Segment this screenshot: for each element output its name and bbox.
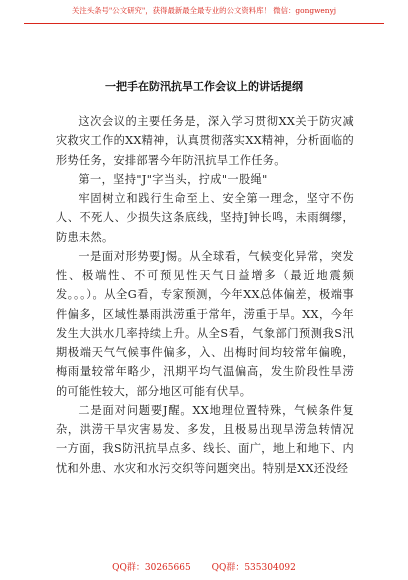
document-body [56, 112, 354, 478]
promo-banner: 关注头条号"公文研究"，获得最新最全最专业的公文资料库！ 微信：gongwenyj [71, 6, 337, 15]
footer-qq-group-1: QQ群：30265665 [112, 563, 191, 573]
footer-contacts [0, 562, 408, 574]
section-heading-1: 第一，坚持"J"字当头，拧成"一股绳" [78, 172, 268, 186]
footer-qq-group-2: QQ群：535304092 [211, 563, 296, 573]
header-divider [24, 23, 384, 24]
paragraph-situation: 一是面对形势要J惕。从全球看，气候变化异常，突发性、极端性、不可预见性天气日益增多（最近地震频发。。。）。从全G看，专家预测，今年XX总体偏差，极端事件偏多，区域性暴雨洪涝重于常年，涝重于旱。XX，今年发生大洪水几率持续上升。从全S看，气象部门预测我S汛期极端天气气候事件偏多，入、出梅时间均较常年偏晚，梅雨量较常年略少，汛期平均气温偏高，发生阶段性旱涝的可能性较大，部分地区可能有伏旱。 [56, 249, 354, 398]
paragraph-intro: 这次会议的主要任务是，深入学习贯彻XX关于防灾减灾救灾工作的XX精神，认真贯彻落实XX精神，分析面临的形势任务，安排部署今年防汛抗旱工作任务。 [56, 115, 354, 167]
paragraph-problems: 二是面对问题要J醒。XX地理位置特殊，气候条件复杂，洪涝干旱灾害易发、多发，且极易出现旱涝急转情况一方面，我S防汛抗旱点多、线长、面广，地上和地下、内忧和外患、水灾和水污交织等问题突出。特别是XX还没经 [56, 403, 354, 475]
document-title: 一把手在防汛抗旱工作会议上的讲话提纲 [105, 80, 303, 93]
paragraph-principle: 牢固树立和践行生命至上、安全第一理念，坚守不伤人、不死人、少损失这条底线，坚持J钟长鸣，未雨绸缪，防患未然。 [56, 192, 354, 244]
